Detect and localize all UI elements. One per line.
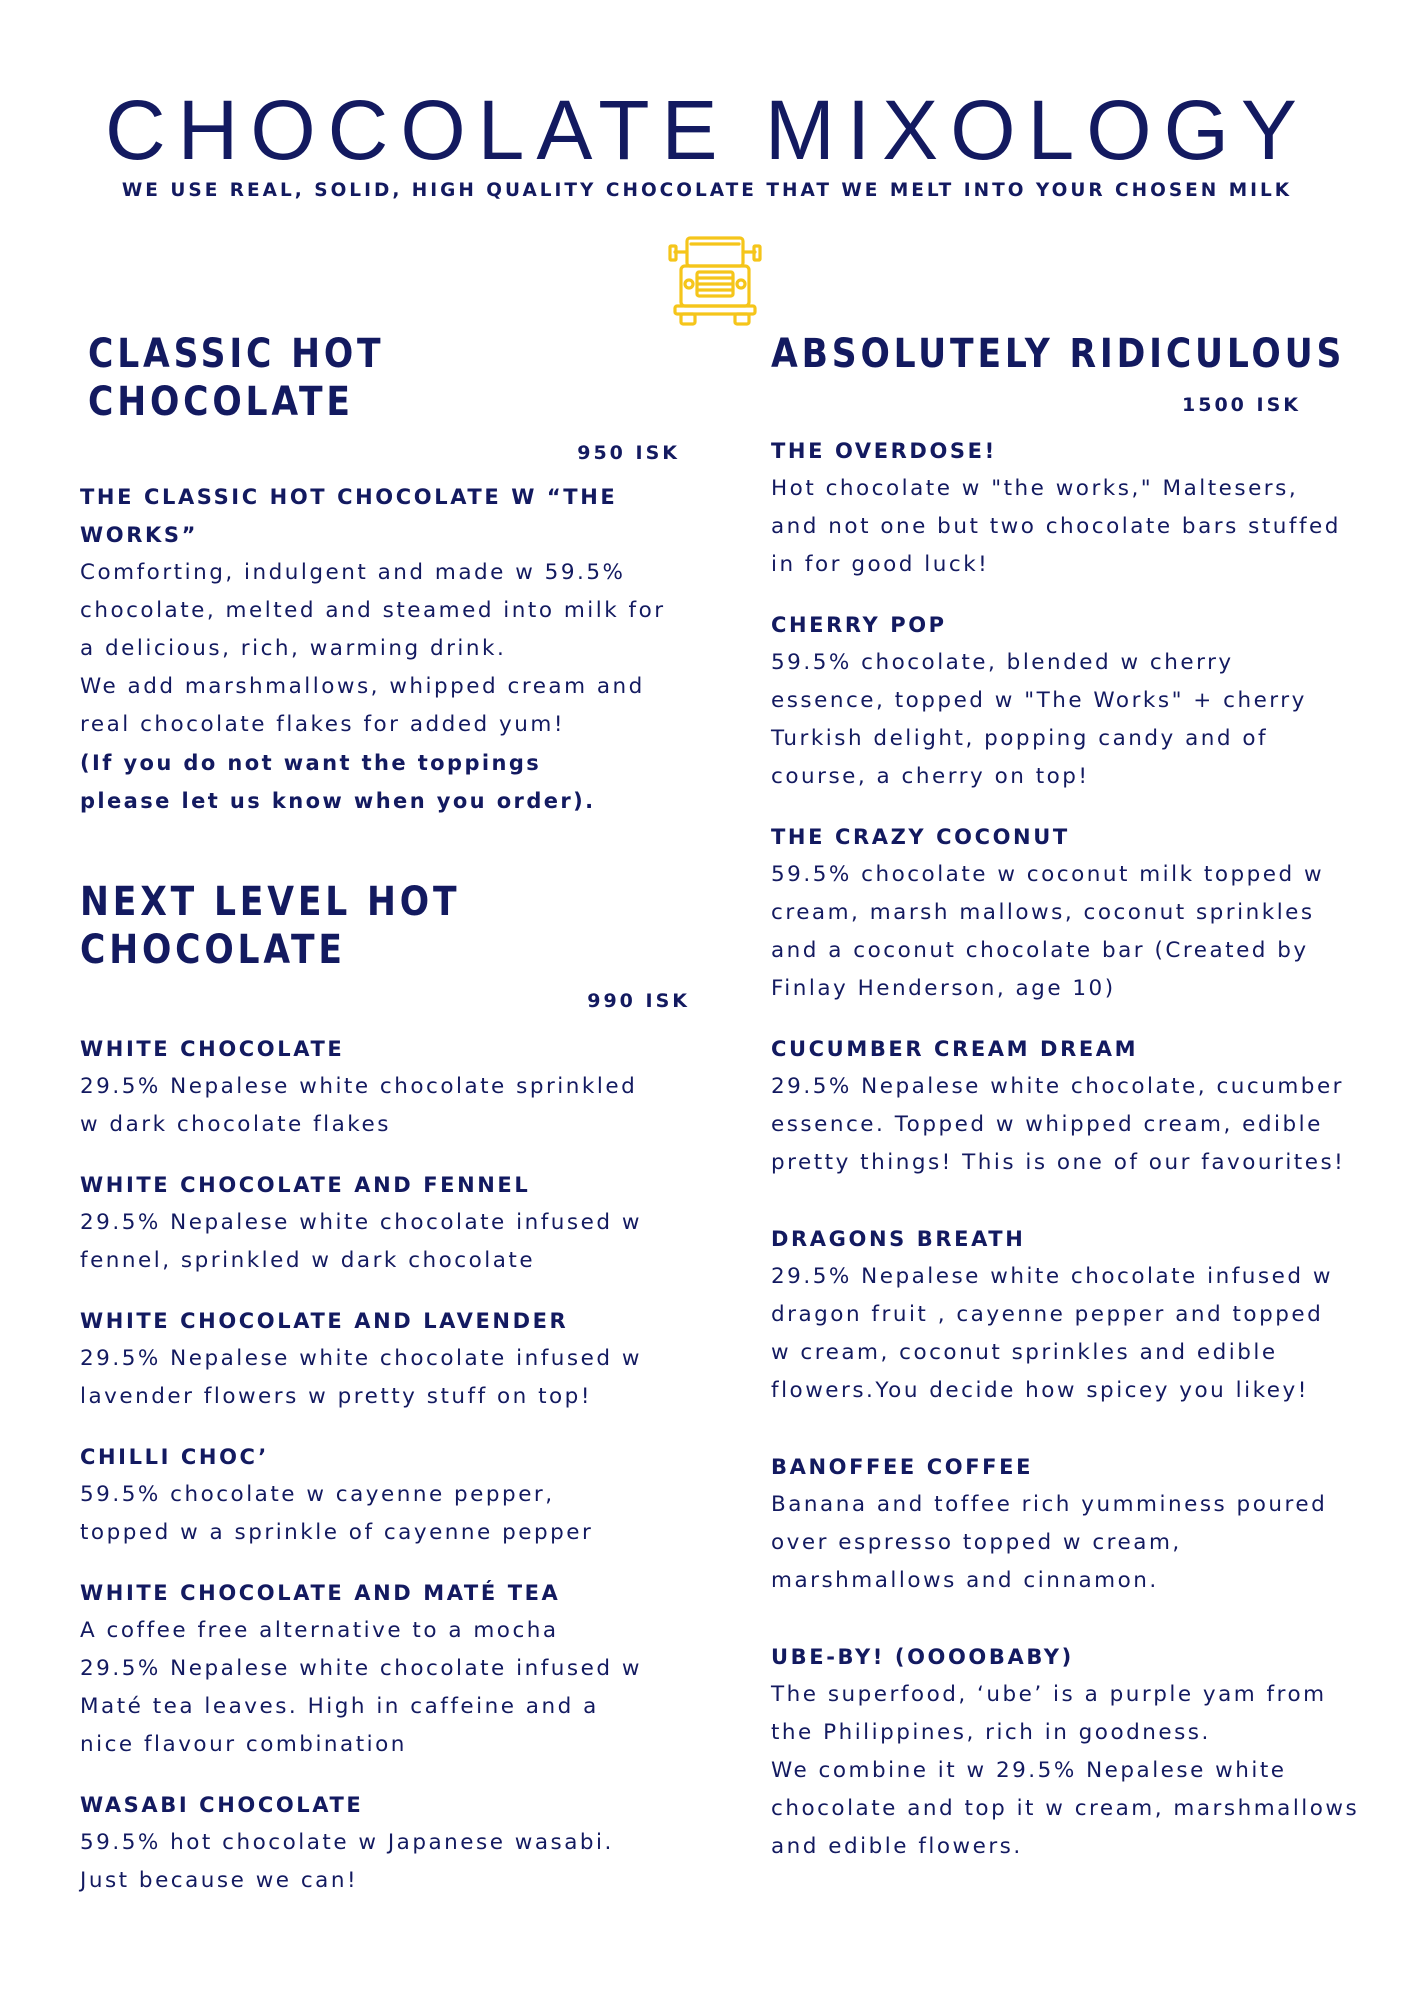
truck-icon: [667, 234, 763, 328]
menu-item: [771, 1638, 1371, 1866]
page-subtitle: WE USE REAL, SOLID, HIGH QUALITY CHOCOLATE THAT WE MELT INTO YOUR CHOSEN MILK: [121, 180, 1293, 201]
item-name: UBE-BY! (OOOOBABY): [771, 1645, 1074, 1669]
item-description: Hot chocolate w "the works," Maltesers, and not one but two chocolate bars stuffed in for good luck!: [771, 476, 1341, 577]
item-name: THE CLASSIC HOT CHOCOLATE W “THE WORKS”: [80, 485, 618, 547]
item-name: DRAGONS BREATH: [771, 1227, 1026, 1251]
menu-item: [771, 1030, 1371, 1182]
section-price: 1500 ISK: [1182, 394, 1301, 416]
item-name: WHITE CHOCOLATE AND MATÉ TEA: [80, 1581, 561, 1605]
item-name: WHITE CHOCOLATE AND FENNEL: [80, 1173, 531, 1197]
item-name: CHERRY POP: [771, 613, 947, 637]
left-column: [80, 330, 690, 1900]
item-name: WHITE CHOCOLATE AND LAVENDER: [80, 1309, 569, 1333]
item-description: 59.5% chocolate, blended w cherry essence, topped w "The Works" + cherry Turkish delight, popping candy and of course, a cherry on top!: [771, 650, 1307, 789]
item-description: Banana and toffee rich yumminess poured over espresso topped w cream, marshmallows and cinnamon.: [771, 1492, 1328, 1593]
item-description: A coffee free alternative to a mocha 29.5% Nepalese white chocolate infused w Maté tea leaves. High in caffeine and a nice flavour combination: [80, 1618, 642, 1757]
item-note: (If you do not want the toppings please let us know when you order).: [80, 751, 596, 813]
item-description: 29.5% Nepalese white chocolate infused w fennel, sprinkled w dark chocolate: [80, 1210, 642, 1273]
section-title: ABSOLUTELY RIDICULOUS: [771, 331, 1346, 377]
item-name: CUCUMBER CREAM DREAM: [771, 1037, 1139, 1061]
item-description: 59.5% chocolate w cayenne pepper, topped w a sprinkle of cayenne pepper: [80, 1482, 594, 1545]
item-name: WASABI CHOCOLATE: [80, 1793, 364, 1817]
menu-item: [771, 432, 1371, 584]
menu-item: [80, 1438, 680, 1552]
section-title: NEXT LEVEL HOT CHOCOLATE: [80, 879, 461, 973]
item-description: 29.5% Nepalese white chocolate sprinkled w dark chocolate flakes: [80, 1074, 638, 1137]
item-name: THE OVERDOSE!: [771, 439, 997, 463]
menu-item: [771, 606, 1371, 796]
menu-item: [80, 1030, 680, 1144]
item-name: CHILLI CHOC’: [80, 1445, 269, 1469]
item-description: 59.5% chocolate w coconut milk topped w cream, marsh mallows, coconut sprinkles and a coconut chocolate bar (Created by Finlay Henderson, age 10): [771, 862, 1325, 1001]
menu-item: [771, 1220, 1371, 1410]
item-name: THE CRAZY COCONUT: [771, 825, 1070, 849]
item-description: Comforting, indulgent and made w 59.5% chocolate, melted and steamed into milk for a delicious, rich, warming drink. We add marshmallows, whipped cream and real chocolate flakes for added yum!: [80, 560, 666, 737]
item-description: 29.5% Nepalese white chocolate infused w dragon fruit , cayenne pepper and topped w cream, coconut sprinkles and edible flowers.You decide how spicey you likey!: [771, 1264, 1333, 1403]
item-description: 59.5% hot chocolate w Japanese wasabi. Just because we can!: [80, 1830, 614, 1893]
next-level-section: [80, 878, 690, 1900]
section-title: CLASSIC HOT CHOCOLATE: [88, 331, 385, 425]
classic-section: [80, 330, 680, 820]
menu-item: [80, 478, 680, 820]
item-name: WHITE CHOCOLATE: [80, 1037, 345, 1061]
right-column: [771, 330, 1371, 1866]
menu-item: [771, 1448, 1371, 1600]
section-price: 950 ISK: [577, 442, 680, 464]
page-title: CHOCOLATE MIXOLOGY: [105, 83, 1309, 177]
menu-item: [80, 1786, 680, 1900]
menu-item: [80, 1302, 680, 1416]
menu-item: [80, 1166, 680, 1280]
item-name: BANOFFEE COFFEE: [771, 1455, 1034, 1479]
item-description: 29.5% Nepalese white chocolate infused w lavender flowers w pretty stuff on top!: [80, 1346, 642, 1409]
item-description: The superfood, ‘ube’ is a purple yam from the Philippines, rich in goodness. We combine it w 29.5% Nepalese white chocolate and top it w cream, marshmallows and edible flowers.: [771, 1682, 1360, 1859]
menu-item: [80, 1574, 680, 1764]
menu-item: [771, 818, 1371, 1008]
section-price: 990 ISK: [587, 990, 690, 1012]
item-description: 29.5% Nepalese white chocolate, cucumber essence. Topped w whipped cream, edible pretty things! This is one of our favourites!: [771, 1074, 1346, 1175]
